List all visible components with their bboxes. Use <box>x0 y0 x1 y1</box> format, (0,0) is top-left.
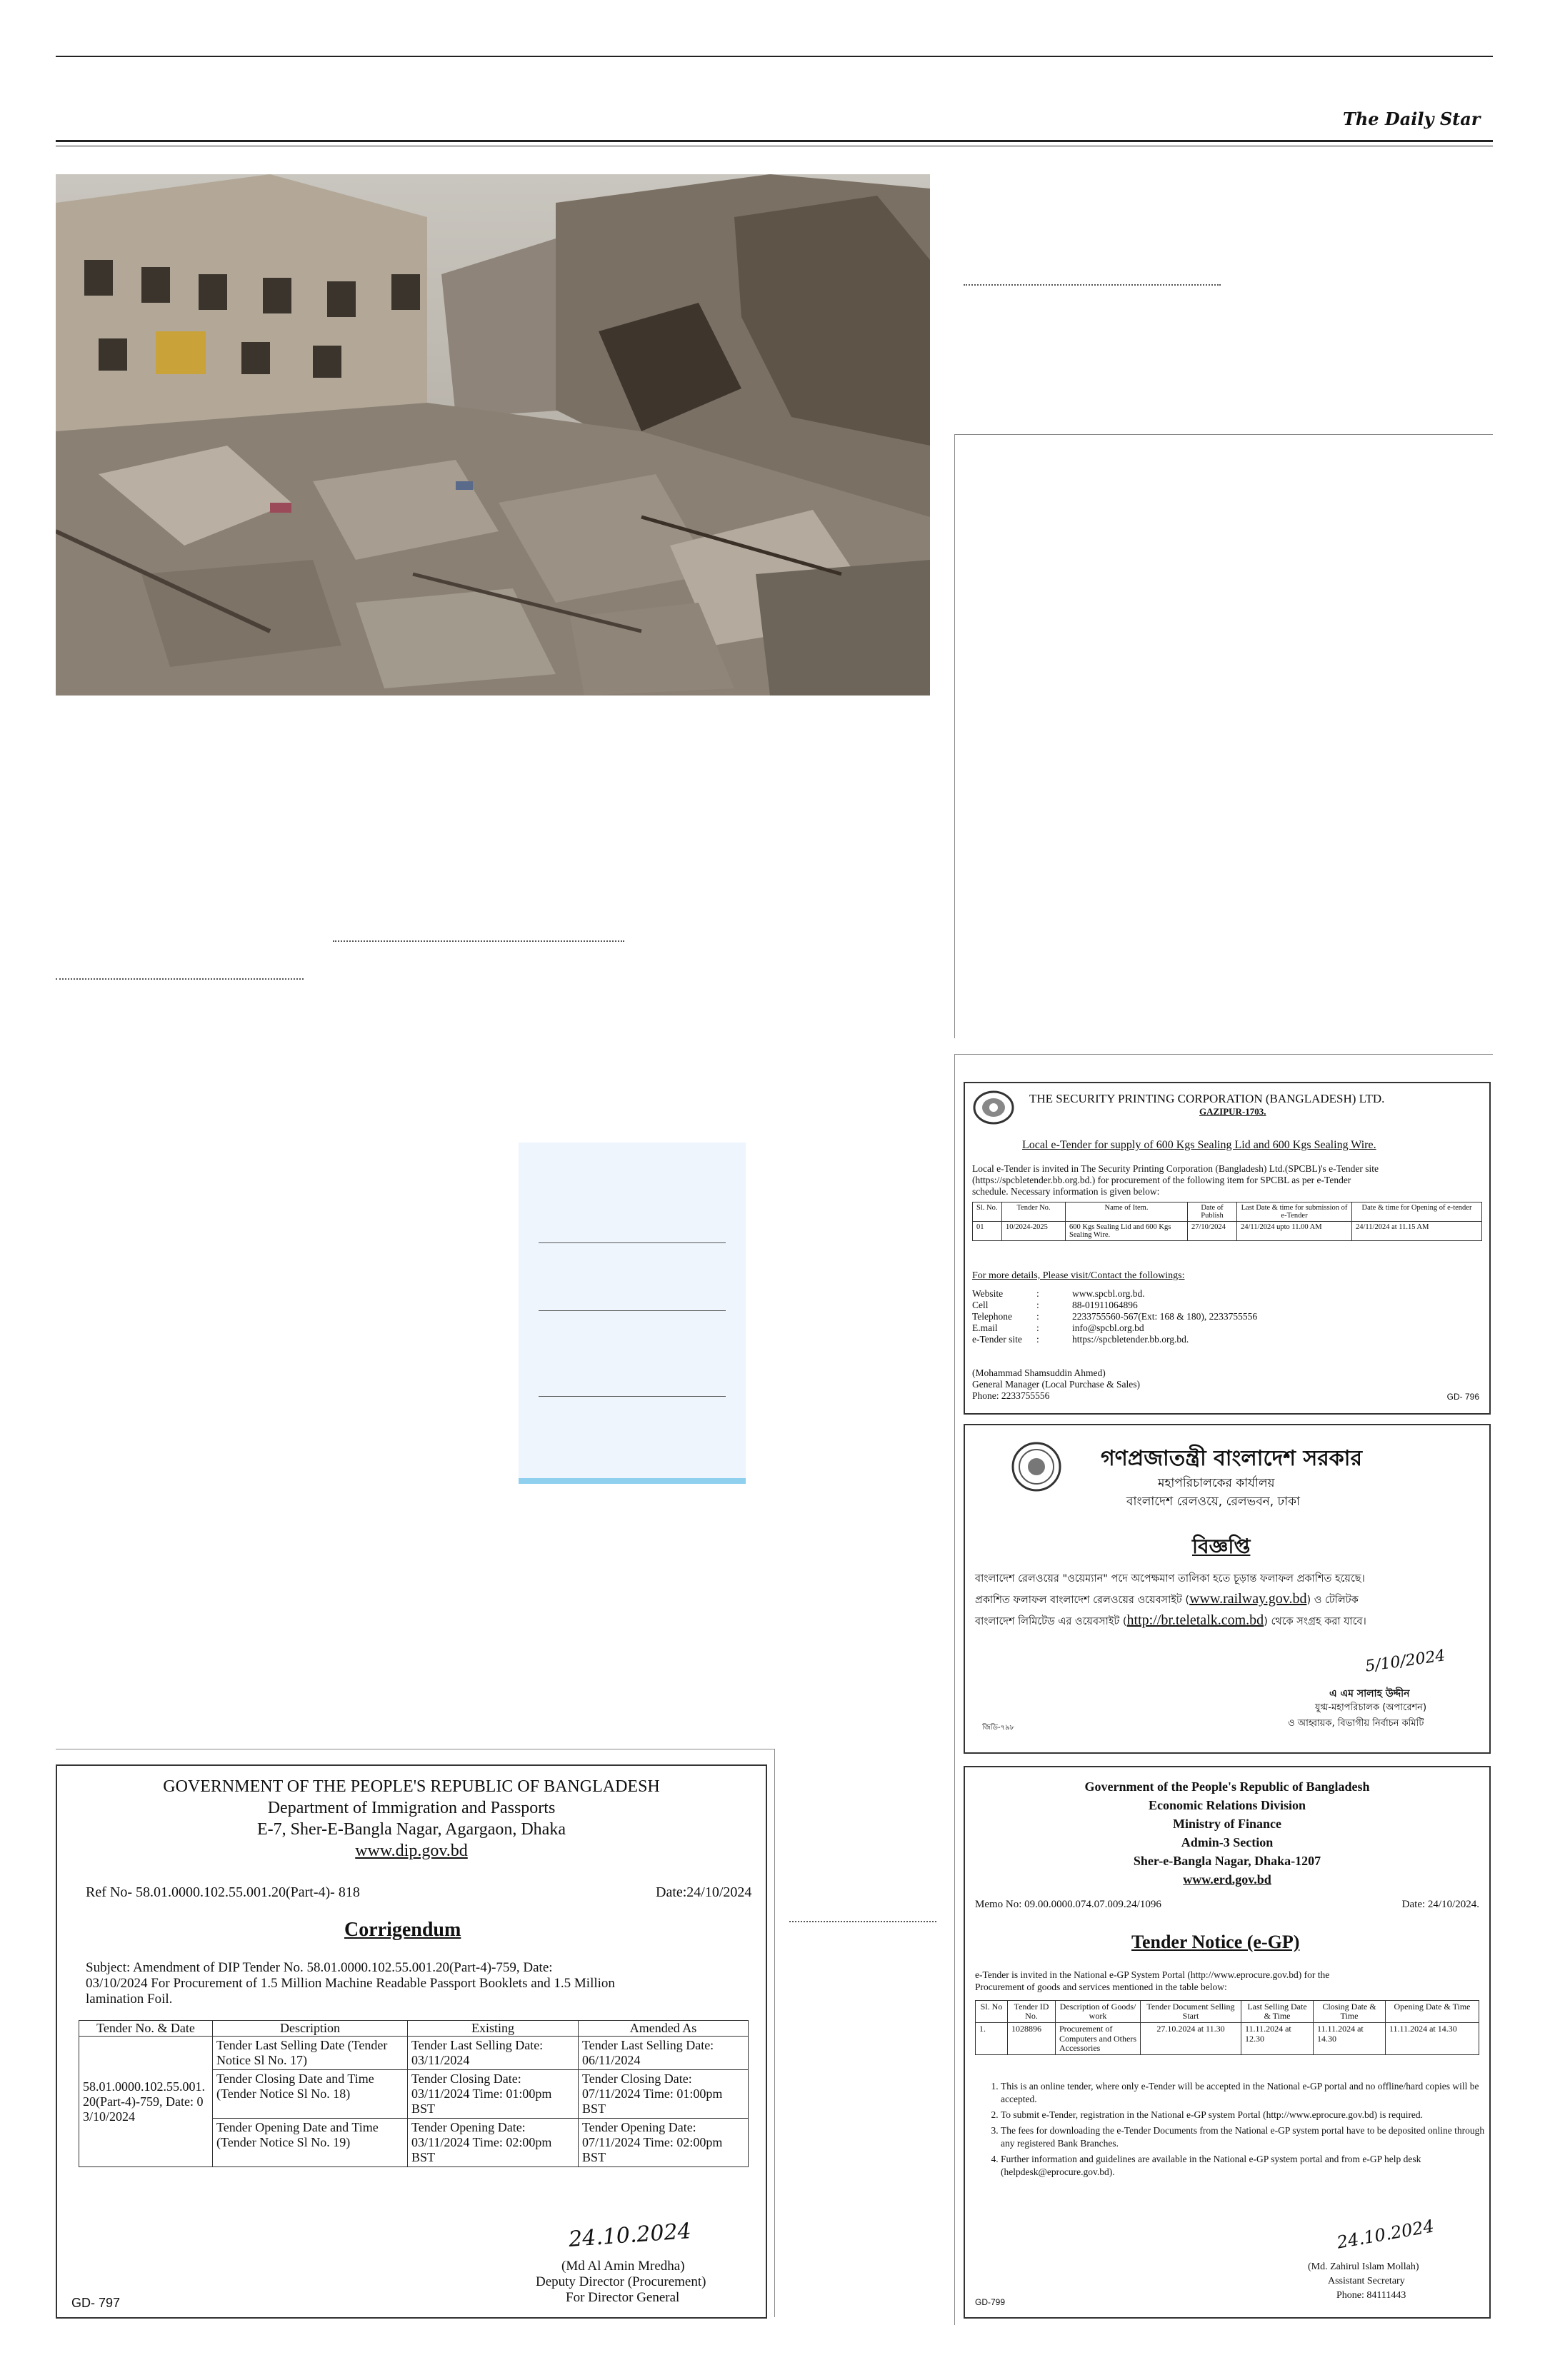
teletalk-website-link[interactable]: http://br.teletalk.com.bd <box>1126 1612 1264 1628</box>
dip-td-amended: Tender Opening Date: 07/11/2024 Time: 02:00pm BST <box>579 2119 749 2167</box>
erd-th: Tender Document Selling Start <box>1141 2001 1241 2023</box>
erd-note: 3. The fees for downloading the e-Tender Documents from the National e-GP system portal have to be deposited online through any registered Bank Branches. <box>1001 2124 1494 2150</box>
dip-l1: GOVERNMENT OF THE PEOPLE'S REPUBLIC OF BANGLADESH <box>163 1777 660 1796</box>
spcbl-intro-1: Local e-Tender is invited in The Security Printing Corporation (Bangladesh) Ltd.(SPCBL)'s e-Tender site <box>972 1163 1379 1174</box>
dip-signer-title-1: Deputy Director (Procurement) <box>536 2274 706 2289</box>
spcbl-logo <box>972 1089 1015 1126</box>
spcbl-tender-ad <box>964 1082 1491 1415</box>
right-column-divider <box>954 434 955 1038</box>
bangladesh-seal-logo <box>1011 1441 1062 1492</box>
spcbl-phone: Phone: 2233755556 <box>972 1390 1050 1401</box>
spcbl-td: 600 Kgs Sealing Lid and 600 Kgs Sealing Wire. <box>1066 1222 1188 1241</box>
sidebar-rule-1 <box>539 1242 726 1243</box>
dip-ref: Ref No- 58.01.0000.102.55.001.20(Part-4)- 818 <box>86 1884 360 1900</box>
dip-td-desc: Tender Last Selling Date (Tender Notice Sl No. 17) <box>213 2037 408 2070</box>
left-dotted-rule-2 <box>56 978 304 980</box>
dip-signature: 24.10.2024 <box>567 2219 692 2252</box>
erd-th: Sl. No <box>976 2001 1008 2023</box>
railway-body-3a: বাংলাদেশ লিমিটেড এর ওয়েবসাইট ( <box>975 1616 1127 1627</box>
dip-l3: E-7, Sher-E-Bangla Nagar, Agargaon, Dhaka <box>257 1820 566 1839</box>
dip-signer: (Md Al Amin Mredha) <box>561 2259 685 2274</box>
railway-address: বাংলাদেশ রেলওয়ে, রেলভবন, ঢাকা <box>1126 1495 1300 1509</box>
erd-td: 1. <box>976 2023 1008 2055</box>
right-top-rule <box>954 434 1493 435</box>
dip-subject-1: Subject: Amendment of DIP Tender No. 58.01.0000.102.55.001.20(Part-4)-759, Date: <box>86 1960 553 1975</box>
erd-signer-title: Assistant Secretary <box>1328 2276 1405 2286</box>
spcbl-colon: : : : : : <box>1036 1288 1039 1345</box>
dip-corrigendum-ad <box>56 1764 767 2319</box>
spcbl-th: Date & time for Opening of e-tender <box>1352 1202 1482 1222</box>
spcbl-th: Tender No. <box>1002 1202 1066 1222</box>
erd-td: 1028896 <box>1008 2023 1056 2055</box>
erd-table <box>975 2000 1479 2055</box>
spcbl-contact-label: E.mail <box>972 1322 998 1333</box>
spcbl-signer: (Mohammad Shamsuddin Ahmed) <box>972 1367 1106 1378</box>
railway-signature: 5/10/2024 <box>1364 1647 1447 1676</box>
erd-note: 4. Further information and guidelines are available in the National e-GP system portal and from e-GP help desk (helpdesk@eprocure.gov.bd). <box>1001 2153 1494 2179</box>
dip-th: Amended As <box>579 2021 749 2037</box>
erd-td: 27.10.2024 at 11.30 <box>1141 2023 1241 2055</box>
spcbl-contact-label: e-Tender site <box>972 1334 1022 1345</box>
masthead-logo: The Daily Star <box>1343 109 1481 129</box>
header-rule <box>56 140 1493 142</box>
spcbl-td: 24/11/2024 upto 11.00 AM <box>1237 1222 1352 1241</box>
spcbl-signer-title: General Manager (Local Purchase & Sales) <box>972 1379 1141 1390</box>
spcbl-intro-3: schedule. Necessary information is given below: <box>972 1186 1160 1197</box>
erd-notes <box>975 2080 1494 2179</box>
spcbl-org: THE SECURITY PRINTING CORPORATION (BANGLADESH) LTD. <box>1029 1092 1385 1105</box>
spcbl-th: Last Date & time for submission of e-Tender <box>1237 1202 1352 1222</box>
erd-intro-1: e-Tender is invited in the National e-GP System Portal (http://www.eprocure.gov.bd) for the <box>975 1969 1330 1980</box>
spcbl-intro-2: (https://spcbletender.bb.org.bd.) for procurement of the following item for SPCBL as per e-Tender <box>972 1175 1351 1185</box>
spcbl-td: 10/2024-2025 <box>1002 1222 1066 1241</box>
dip-td-existing: Tender Closing Date: 03/11/2024 Time: 01:00pm BST <box>408 2070 579 2119</box>
railway-body-3b: ) থেকে সংগ্রহ করা যাবে। <box>1264 1616 1366 1627</box>
dip-date: Date:24/10/2024 <box>656 1884 752 1900</box>
erd-td: 11.11.2024 at 12.30 <box>1241 2023 1314 2055</box>
erd-intro-2: Procurement of goods and services mentioned in the table below: <box>975 1982 1227 1992</box>
erd-l3: Ministry of Finance <box>1173 1817 1281 1831</box>
dip-th: Tender No. & Date <box>79 2021 213 2037</box>
info-sidebar-box <box>519 1143 746 1484</box>
erd-td: Procurement of Computers and Others Accessories <box>1056 2023 1141 2055</box>
left-bottom-divider <box>774 1749 775 2317</box>
railway-signer-title-2: ও আহ্বায়ক, বিভাগীয় নির্বাচন কমিটি <box>1288 1718 1424 1729</box>
spcbl-contact-label: Website <box>972 1288 1004 1299</box>
spcbl-th: Date of Publish <box>1188 1202 1237 1222</box>
spcbl-contact-value: https://spcbletender.bb.org.bd. <box>1072 1334 1189 1345</box>
erd-title: Tender Notice (e-GP) <box>1131 1932 1300 1952</box>
erd-td: 11.11.2024 at 14.30 <box>1314 2023 1386 2055</box>
dip-header <box>57 1776 766 1862</box>
railway-website-link[interactable]: www.railway.gov.bd <box>1189 1591 1307 1607</box>
dip-td-amended: Tender Last Selling Date: 06/11/2024 <box>579 2037 749 2070</box>
dip-td-desc: Tender Opening Date and Time (Tender Notice Sl No. 19) <box>213 2119 408 2167</box>
dip-l2: Department of Immigration and Passports <box>267 1799 556 1817</box>
erd-date: Date: 24/10/2024. <box>1401 1899 1479 1910</box>
erd-note: 1. This is an online tender, where only e-Tender will be accepted in the National e-GP portal and no offline/hard copies will be accepted. <box>1001 2080 1494 2106</box>
erd-header <box>965 1777 1489 1889</box>
erd-td: 11.11.2024 at 14.30 <box>1386 2023 1479 2055</box>
dip-td-existing: Tender Last Selling Date: 03/11/2024 <box>408 2037 579 2070</box>
right-ads-divider <box>954 1054 955 2325</box>
dip-th: Description <box>213 2021 408 2037</box>
rubble-photo <box>56 174 930 696</box>
spcbl-contact-label: Telephone <box>972 1311 1013 1322</box>
railway-office: মহাপরিচালকের কার্যালয় <box>1158 1476 1275 1490</box>
spcbl-title: Local e-Tender for supply of 600 Kgs Sealing Lid and 600 Kgs Sealing Wire. <box>1022 1139 1376 1151</box>
erd-website-link[interactable]: www.erd.gov.bd <box>1183 1872 1271 1887</box>
dip-title: Corrigendum <box>344 1919 461 1941</box>
dip-subject-3: lamination Foil. <box>86 1992 173 2007</box>
erd-tender-ad <box>964 1766 1491 2319</box>
dip-table <box>79 2020 749 2167</box>
spcbl-contact-value: info@spcbl.org.bd <box>1072 1322 1144 1333</box>
erd-l1: Government of the People's Republic of Bangladesh <box>1084 1779 1370 1794</box>
dip-tender-no: 58.01.0000.102.55.001.20(Part-4)-759, Date: 03/10/2024 <box>79 2037 213 2167</box>
spcbl-more: For more details, Please visit/Contact the followings: <box>972 1270 1185 1281</box>
erd-signature: 24.10.2024 <box>1335 2216 1436 2253</box>
spcbl-contact-label: Cell <box>972 1300 989 1310</box>
railway-body-1: বাংলাদেশ রেলওয়ের "ওয়েম্যান" পদে অপেক্ষমাণ তালিকা হতে চূড়ান্ত ফলাফল প্রকাশিত হয়েছে। <box>975 1573 1365 1585</box>
right-dotted-rule <box>964 284 1221 286</box>
erd-signer: (Md. Zahirul Islam Mollah) <box>1308 2261 1419 2272</box>
dip-signer-title-2: For Director General <box>566 2290 680 2305</box>
left-dotted-rule-1 <box>333 940 624 942</box>
erd-l5: Sher-e-Bangla Nagar, Dhaka-1207 <box>1133 1854 1321 1868</box>
spcbl-contact-value: www.spcbl.org.bd. <box>1072 1288 1145 1299</box>
dip-td-amended: Tender Closing Date: 07/11/2024 Time: 01:00pm BST <box>579 2070 749 2119</box>
sidebar-rule-3 <box>539 1396 726 1397</box>
spcbl-th: Name of Item. <box>1066 1202 1188 1222</box>
spcbl-city: GAZIPUR-1703. <box>1199 1106 1266 1117</box>
dip-website-link[interactable]: www.dip.gov.bd <box>355 1842 468 1860</box>
spcbl-table <box>972 1202 1482 1241</box>
spcbl-th: Sl. No. <box>973 1202 1002 1222</box>
dip-th: Existing <box>408 2021 579 2037</box>
spcbl-contact-value: 2233755560-567(Ext: 168 & 180), 2233755556 <box>1072 1311 1258 1322</box>
spcbl-code: GD- 796 <box>1446 1392 1479 1402</box>
sidebar-rule-2 <box>539 1310 726 1311</box>
erd-th: Opening Date & Time <box>1386 2001 1479 2023</box>
dip-subject-2: 03/10/2024 For Procurement of 1.5 Million Machine Readable Passport Booklets and 1.5 Million <box>86 1976 615 1991</box>
spcbl-td: 24/11/2024 at 11.15 AM <box>1352 1222 1482 1241</box>
railway-gov: গণপ্রজাতন্ত্রী বাংলাদেশ সরকার <box>1101 1446 1362 1471</box>
erd-th: Last Selling Date & Time <box>1241 2001 1314 2023</box>
railway-signer-title-1: যুগ্ম-মহাপরিচালক (অপারেশন) <box>1315 1702 1427 1713</box>
erd-phone: Phone: 84111443 <box>1336 2290 1406 2301</box>
erd-th: Description of Goods/ work <box>1056 2001 1141 2023</box>
erd-note: 2. To submit e-Tender, registration in the National e-GP system Portal (http://www.eprocure.gov.bd) is required. <box>1001 2109 1494 2122</box>
dip-code: GD- 797 <box>71 2296 121 2310</box>
railway-body-2b: ) ও টেলিটক <box>1306 1595 1359 1606</box>
erd-memo: Memo No: 09.00.0000.074.07.009.24/1096 <box>975 1899 1161 1910</box>
mid-dotted-rule <box>789 1921 936 1922</box>
spcbl-td: 01 <box>973 1222 1002 1241</box>
erd-th: Closing Date & Time <box>1314 2001 1386 2023</box>
top-rule <box>56 56 1493 57</box>
erd-code: GD-799 <box>975 2297 1006 2307</box>
erd-l4: Admin-3 Section <box>1181 1835 1274 1849</box>
railway-body-2 <box>975 1591 1359 1610</box>
right-mid-rule <box>954 1054 1493 1055</box>
spcbl-td: 27/10/2024 <box>1188 1222 1237 1241</box>
railway-body-2a: প্রকাশিত ফলাফল বাংলাদেশ রেলওয়ের ওয়েবসাইট ( <box>975 1595 1190 1606</box>
railway-code: জিডি-৭৯৮ <box>982 1724 1015 1732</box>
railway-body-3 <box>975 1612 1366 1631</box>
rubble-photo-art <box>56 174 930 696</box>
railway-title: বিজ্ঞপ্তি <box>1192 1535 1251 1558</box>
erd-th: Tender ID No. <box>1008 2001 1056 2023</box>
erd-l2: Economic Relations Division <box>1148 1798 1306 1812</box>
railway-signer: এ এম সালাহ উদ্দীন <box>1329 1688 1410 1699</box>
railway-notice-ad <box>964 1424 1491 1754</box>
dip-td-desc: Tender Closing Date and Time (Tender Notice Sl No. 18) <box>213 2070 408 2119</box>
dip-td-existing: Tender Opening Date: 03/11/2024 Time: 02:00pm BST <box>408 2119 579 2167</box>
spcbl-contact-value: 88-01911064896 <box>1072 1300 1138 1310</box>
